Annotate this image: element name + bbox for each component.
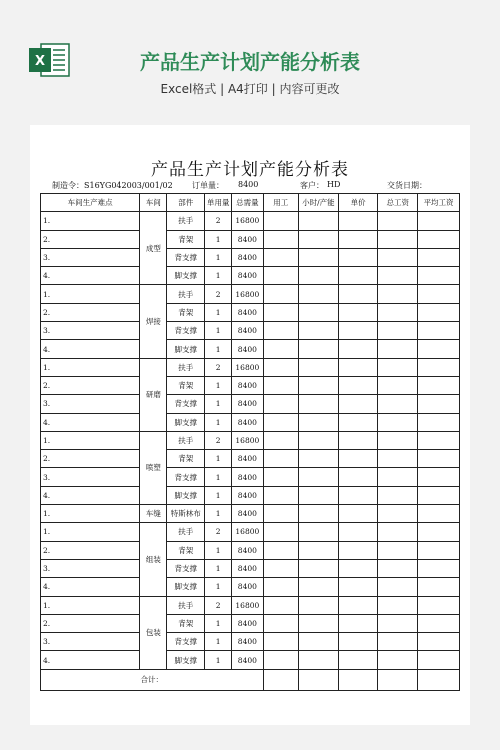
part-cell: 背支撑 [167,468,205,486]
col-header: 车间 [140,194,167,212]
part-cell: 背支撑 [167,322,205,340]
table-cell [263,450,299,468]
table-cell [378,212,418,230]
table-cell [338,303,378,321]
table-cell [299,486,339,504]
document-title: 产品生产计划产能分析表 [151,160,349,180]
document-preview [30,125,470,725]
table-row [41,248,460,266]
total-demand-cell: 8400 [232,633,263,651]
table-row [41,212,460,230]
total-demand-cell: 8400 [232,413,263,431]
table-cell [338,523,378,541]
unit-usage-cell: 1 [205,651,232,669]
table-cell [338,340,378,358]
table-cell [263,248,299,266]
table-row [41,541,460,559]
svg-text:X: X [34,54,46,69]
table-cell [418,376,460,394]
table-cell [338,596,378,614]
table-cell [418,669,460,690]
total-demand-cell: 8400 [232,559,263,577]
table-cell [418,578,460,596]
customer-label: 客户： [300,181,324,190]
table-cell [299,541,339,559]
difficulty-cell: 4. [41,267,140,285]
total-demand-cell: 8400 [232,303,263,321]
part-cell: 背支撑 [167,248,205,266]
table-cell [299,559,339,577]
page-title: 产品生产计划产能分析表 [140,50,360,74]
table-cell [299,523,339,541]
unit-usage-cell: 1 [205,303,232,321]
workshop-cell: 成型 [140,212,167,285]
col-header: 车间生产难点 [41,194,140,212]
order-info [42,180,462,194]
table-cell [418,212,460,230]
difficulty-cell: 2. [41,230,140,248]
difficulty-cell: 1. [41,596,140,614]
difficulty-cell: 2. [41,450,140,468]
table-cell [263,395,299,413]
table-cell [299,230,339,248]
col-header: 平均工资 [418,194,460,212]
total-demand-cell: 8400 [232,541,263,559]
total-demand-cell: 8400 [232,505,263,523]
total-demand-cell: 8400 [232,248,263,266]
total-demand-cell: 8400 [232,614,263,632]
table-cell [418,303,460,321]
total-row [41,669,460,690]
table-cell [338,358,378,376]
part-cell: 背架 [167,541,205,559]
table-row [41,395,460,413]
col-header: 单用量 [205,194,232,212]
total-demand-cell: 8400 [232,230,263,248]
table-cell [338,230,378,248]
table-cell [299,413,339,431]
table-cell [299,212,339,230]
unit-usage-cell: 1 [205,468,232,486]
table-row [41,596,460,614]
table-row [41,505,460,523]
table-cell [299,340,339,358]
table-row [41,578,460,596]
difficulty-cell: 1. [41,431,140,449]
difficulty-cell: 3. [41,633,140,651]
part-cell: 扶手 [167,358,205,376]
difficulty-cell: 3. [41,559,140,577]
table-cell [418,267,460,285]
unit-usage-cell: 2 [205,358,232,376]
table-cell [418,633,460,651]
part-cell: 背架 [167,376,205,394]
part-cell: 背支撑 [167,633,205,651]
table-cell [378,340,418,358]
table-cell [299,303,339,321]
table-cell [378,669,418,690]
table-cell [418,248,460,266]
workshop-cell: 喷塑 [140,431,167,504]
table-cell [299,450,339,468]
table-cell [378,651,418,669]
table-cell [418,395,460,413]
difficulty-cell: 1. [41,212,140,230]
table-cell [263,523,299,541]
difficulty-cell: 4. [41,413,140,431]
order-no-value: S16YG042003/001/02 [84,181,173,190]
table-cell [378,559,418,577]
table-cell [299,285,339,303]
workshop-cell: 包装 [140,596,167,669]
total-demand-cell: 8400 [232,376,263,394]
table-cell [299,322,339,340]
table-row [41,633,460,651]
unit-usage-cell: 1 [205,614,232,632]
table-cell [418,614,460,632]
workshop-cell: 车缝 [140,505,167,523]
part-cell: 扶手 [167,523,205,541]
table-cell [338,541,378,559]
table-cell [418,358,460,376]
table-cell [378,303,418,321]
table-cell [299,468,339,486]
total-label: 合计： [41,669,264,690]
table-cell [418,431,460,449]
table-cell [338,285,378,303]
unit-usage-cell: 1 [205,376,232,394]
unit-usage-cell: 2 [205,285,232,303]
table-cell [263,322,299,340]
table-cell [299,578,339,596]
table-cell [338,633,378,651]
table-cell [299,651,339,669]
order-qty-value: 8400 [238,180,259,189]
unit-usage-cell: 2 [205,523,232,541]
table-cell [418,541,460,559]
table-row [41,431,460,449]
workshop-cell: 组装 [140,523,167,596]
difficulty-cell: 1. [41,505,140,523]
unit-usage-cell: 2 [205,431,232,449]
part-cell: 特斯林布 [167,505,205,523]
total-demand-cell: 8400 [232,450,263,468]
total-demand-cell: 16800 [232,285,263,303]
table-cell [378,486,418,504]
table-row [41,267,460,285]
part-cell: 背支撑 [167,559,205,577]
capacity-table [40,193,460,691]
total-demand-cell: 8400 [232,267,263,285]
table-cell [338,450,378,468]
unit-usage-cell: 1 [205,505,232,523]
table-cell [263,468,299,486]
table-cell [378,358,418,376]
part-cell: 脚支撑 [167,578,205,596]
col-header: 用工 [263,194,299,212]
table-cell [418,285,460,303]
total-demand-cell: 16800 [232,431,263,449]
total-demand-cell: 16800 [232,596,263,614]
table-cell [263,596,299,614]
page-header [0,0,500,118]
table-cell [338,559,378,577]
part-cell: 背架 [167,614,205,632]
table-row [41,303,460,321]
table-cell [378,413,418,431]
unit-usage-cell: 1 [205,413,232,431]
total-demand-cell: 16800 [232,212,263,230]
difficulty-cell: 4. [41,651,140,669]
part-cell: 脚支撑 [167,340,205,358]
table-cell [418,340,460,358]
table-cell [418,413,460,431]
table-cell [263,376,299,394]
table-row [41,230,460,248]
table-row [41,468,460,486]
part-cell: 脚支撑 [167,267,205,285]
workshop-cell: 焊接 [140,285,167,358]
unit-usage-cell: 1 [205,248,232,266]
table-cell [338,578,378,596]
part-cell: 扶手 [167,431,205,449]
table-cell [299,505,339,523]
col-header: 单价 [338,194,378,212]
col-header: 总工资 [378,194,418,212]
unit-usage-cell: 1 [205,322,232,340]
unit-usage-cell: 1 [205,541,232,559]
table-cell [378,285,418,303]
table-cell [378,578,418,596]
difficulty-cell: 2. [41,303,140,321]
table-cell [378,633,418,651]
page-subtitle: Excel格式 | A4打印 | 内容可更改 [160,82,340,96]
table-cell [299,596,339,614]
table-cell [338,322,378,340]
total-demand-cell: 16800 [232,358,263,376]
table-cell [378,468,418,486]
total-demand-cell: 8400 [232,322,263,340]
table-cell [418,505,460,523]
table-cell [338,468,378,486]
order-no-label: 制造令： [52,181,84,190]
table-cell [378,322,418,340]
table-cell [263,212,299,230]
table-cell [418,651,460,669]
order-qty [192,180,224,191]
table-row [41,358,460,376]
table-cell [263,559,299,577]
table-cell [338,212,378,230]
unit-usage-cell: 1 [205,340,232,358]
table-cell [263,486,299,504]
table-cell [338,395,378,413]
table-cell [378,431,418,449]
table-cell [299,669,339,690]
total-demand-cell: 8400 [232,395,263,413]
difficulty-cell: 3. [41,395,140,413]
table-cell [418,450,460,468]
part-cell: 背架 [167,230,205,248]
table-cell [338,376,378,394]
workshop-cell: 研磨 [140,358,167,431]
table-cell [263,303,299,321]
table-cell [263,614,299,632]
table-header-row [41,194,460,212]
difficulty-cell: 1. [41,523,140,541]
unit-usage-cell: 1 [205,267,232,285]
unit-usage-cell: 2 [205,212,232,230]
difficulty-cell: 3. [41,248,140,266]
table-cell [378,395,418,413]
part-cell: 背架 [167,303,205,321]
table-cell [338,248,378,266]
col-header: 小时/产能 [299,194,339,212]
unit-usage-cell: 1 [205,578,232,596]
total-demand-cell: 8400 [232,468,263,486]
table-cell [263,431,299,449]
table-cell [378,596,418,614]
table-cell [299,614,339,632]
table-row [41,523,460,541]
table-row [41,486,460,504]
table-cell [378,376,418,394]
difficulty-cell: 1. [41,285,140,303]
table-cell [378,230,418,248]
unit-usage-cell: 1 [205,633,232,651]
table-cell [338,505,378,523]
table-cell [263,669,299,690]
table-cell [378,541,418,559]
table-cell [338,669,378,690]
table-cell [338,651,378,669]
total-demand-cell: 8400 [232,486,263,504]
part-cell: 脚支撑 [167,486,205,504]
table-cell [263,633,299,651]
table-cell [263,358,299,376]
table-cell [418,523,460,541]
table-cell [338,413,378,431]
table-cell [338,614,378,632]
table-cell [378,450,418,468]
unit-usage-cell: 1 [205,450,232,468]
table-cell [263,651,299,669]
table-row [41,614,460,632]
table-cell [338,486,378,504]
table-cell [338,431,378,449]
table-row [41,340,460,358]
table-row [41,376,460,394]
part-cell: 扶手 [167,285,205,303]
table-cell [299,248,339,266]
total-demand-cell: 8400 [232,340,263,358]
table-cell [378,523,418,541]
table-cell [299,431,339,449]
total-demand-cell: 8400 [232,651,263,669]
table-cell [418,559,460,577]
table-cell [299,376,339,394]
unit-usage-cell: 2 [205,596,232,614]
part-cell: 脚支撑 [167,413,205,431]
part-cell: 背支撑 [167,395,205,413]
table-cell [378,614,418,632]
table-cell [263,505,299,523]
difficulty-cell: 2. [41,541,140,559]
col-header: 部件 [167,194,205,212]
difficulty-cell: 2. [41,614,140,632]
table-cell [263,340,299,358]
col-header: 总需量 [232,194,263,212]
table-cell [263,285,299,303]
part-cell: 脚支撑 [167,651,205,669]
table-cell [263,541,299,559]
table-cell [418,468,460,486]
table-cell [378,267,418,285]
difficulty-cell: 4. [41,340,140,358]
table-cell [338,267,378,285]
table-cell [418,230,460,248]
unit-usage-cell: 1 [205,559,232,577]
table-cell [263,267,299,285]
difficulty-cell: 3. [41,468,140,486]
unit-usage-cell: 1 [205,230,232,248]
difficulty-cell: 4. [41,578,140,596]
difficulty-cell: 1. [41,358,140,376]
table-cell [299,267,339,285]
part-cell: 扶手 [167,596,205,614]
difficulty-cell: 3. [41,322,140,340]
table-cell [418,486,460,504]
table-row [41,559,460,577]
difficulty-cell: 4. [41,486,140,504]
table-row [41,450,460,468]
table-cell [263,413,299,431]
table-cell [263,230,299,248]
table-row [41,651,460,669]
table-row [41,285,460,303]
delivery-date-label: 交货日期： [387,181,427,190]
table-cell [378,505,418,523]
table-cell [418,596,460,614]
table-cell [418,322,460,340]
table-cell [299,358,339,376]
table-cell [378,248,418,266]
customer-value: HD [327,180,341,189]
part-cell: 背架 [167,450,205,468]
table-body [41,212,460,669]
table-cell [263,578,299,596]
total-demand-cell: 8400 [232,578,263,596]
table-cell [299,633,339,651]
part-cell: 扶手 [167,212,205,230]
table-row [41,413,460,431]
table-cell [299,395,339,413]
unit-usage-cell: 1 [205,395,232,413]
order-qty-label: 订单量： [192,181,224,190]
unit-usage-cell: 1 [205,486,232,504]
table-row [41,322,460,340]
order-no [52,180,173,191]
difficulty-cell: 2. [41,376,140,394]
total-demand-cell: 16800 [232,523,263,541]
